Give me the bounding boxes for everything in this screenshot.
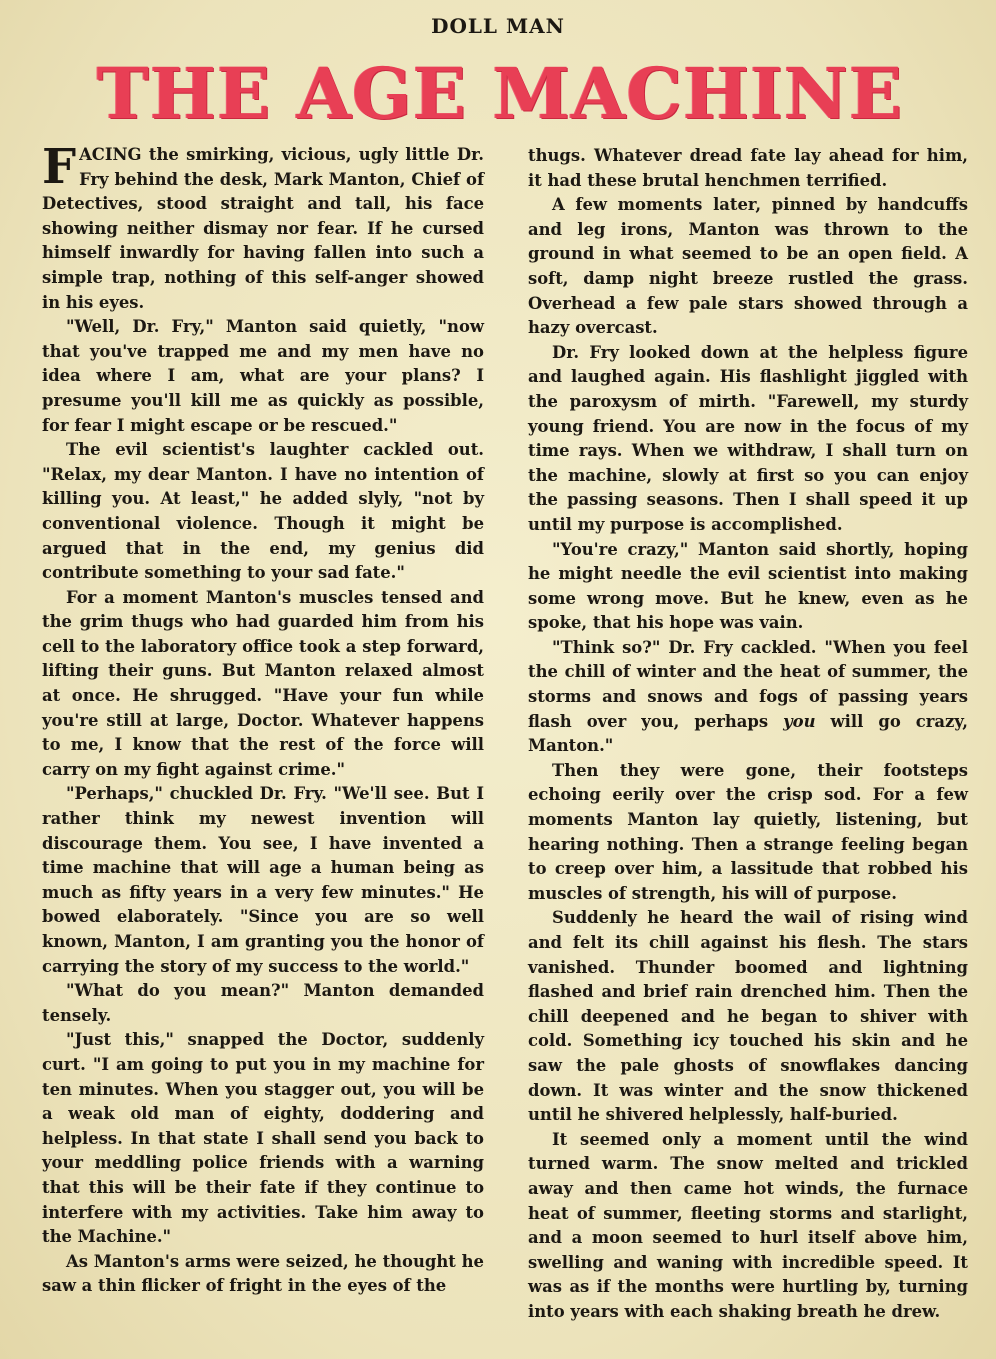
paragraph: Dr. Fry looked down at the helpless figure and laughed again. His flashlight jiggled with the paroxysm of mirth. "Farewell, my sturdy young friend. You are now in the focus of my time rays. When we withdraw, I shall turn on the machine, slowly at first so you can enjoy the passing seasons. Then I shall speed it up until my purpose is accomplished.	[528, 342, 968, 534]
paragraph: As Manton's arms were seized, he thought he saw a thin flicker of fright in the eyes of the	[42, 1251, 484, 1296]
paragraph: Then they were gone, their footsteps echoing eerily over the crisp sod. For a few moments Manton lay quietly, listening, but hearing nothing. Then a strange feeling began to creep over him, a lassitude that robbed his muscles of strength, his will of purpose.	[528, 760, 968, 903]
paragraph: A few moments later, pinned by handcuffs and leg irons, Manton was thrown to the ground in what seemed to be an open field. A soft, damp night breeze rustled the grass. Overhead a few pale stars showed through a hazy overcast.	[528, 195, 968, 338]
story-title: THE AGE MACHINE	[96, 52, 904, 135]
paragraph: "Perhaps," chuckled Dr. Fry. "We'll see. But I rather think my newest invention will discourage them. You see, I have invented a time machine that will age a human being as much as fifty years in a very few minutes." He bowed elaborately. "Since you are so well known, Manton, I am granting you the honor of carrying the story of my success to the world."	[42, 784, 484, 976]
running-head: DOLL MAN	[431, 14, 565, 38]
paragraph: For a moment Manton's muscles tensed and the grim thugs who had guarded him from his cell to the laboratory office took a step forward, lifting their guns. But Manton relaxed almost at once. He shrugged. "Have your fun while you're still at large, Doctor. Whatever happens to me, I know that the rest of the force will carry on my fight against crime."	[42, 587, 484, 779]
paragraph: "Just this," snapped the Doctor, suddenly curt. "I am going to put you in my machine for ten minutes. When you stagger out, you will be a weak old man of eighty, doddering and helpless. In that state I shall send you back to your meddling police friends with a warning that this will be their fate if they continue to interfere with my activities. Take him away to the Machine."	[42, 1030, 484, 1247]
paragraph: The evil scientist's laughter cackled out. "Relax, my dear Manton. I have no intention of killing you. At least," he added slyly, "not by conventional violence. Though it might be argued that in the end, my genius did contribute something to your sad fate."	[42, 440, 484, 583]
paragraph: It seemed only a moment until the wind turned warm. The snow melted and trickled away and then came hot winds, the furnace heat of summer, fleeting storms and starlight, and a moon seemed to hurl itself above him, swelling and waning with incredible speed. It was as if the months were hurtling by, turning into years with each shaking breath he drew.	[528, 1129, 968, 1321]
paragraph: thugs. Whatever dread fate lay ahead for him, it had these brutal henchmen terrified.	[528, 146, 968, 190]
right-column	[528, 144, 968, 1325]
drop-cap: F	[42, 139, 77, 195]
paragraph: Suddenly he heard the wail of rising wind and felt its chill against his flesh. The stars vanished. Thunder boomed and lightning flashed and brief rain drenched him. Then the chill deepened and he began to shiver with cold. Something icy touched his skin and he saw the pale ghosts of snowflakes dancing down. It was winter and the snow thickened until he shivered helplessly, half-buried.	[528, 908, 968, 1125]
paragraph: "You're crazy," Manton said shortly, hoping he might needle the evil scientist into making some wrong move. But he knew, even as he spoke, that his hope was vain.	[528, 539, 968, 633]
paragraph: FACING the smirking, vicious, ugly little Dr. Fry behind the desk, Mark Manton, Chief of Detectives, stood straight and tall, his face showing neither dismay nor fear. If he cursed himself inwardly for having fallen into such a simple trap, nothing of this self-anger showed in his eyes.	[42, 139, 484, 312]
paragraph: "What do you mean?" Manton demanded tensely.	[42, 981, 484, 1025]
paragraph: "Think so?" Dr. Fry cackled. "When you feel the chill of winter and the heat of summer, the storms and snows and fogs of passing years flash over you, perhaps you will go crazy, Manton."	[528, 637, 969, 756]
left-column	[42, 139, 484, 1299]
paragraph: "Well, Dr. Fry," Manton said quietly, "now that you've trapped me and my men have no idea where I am, what are your plans? I presume you'll kill me as quickly as possible, for fear I might escape or be rescued."	[42, 317, 484, 435]
